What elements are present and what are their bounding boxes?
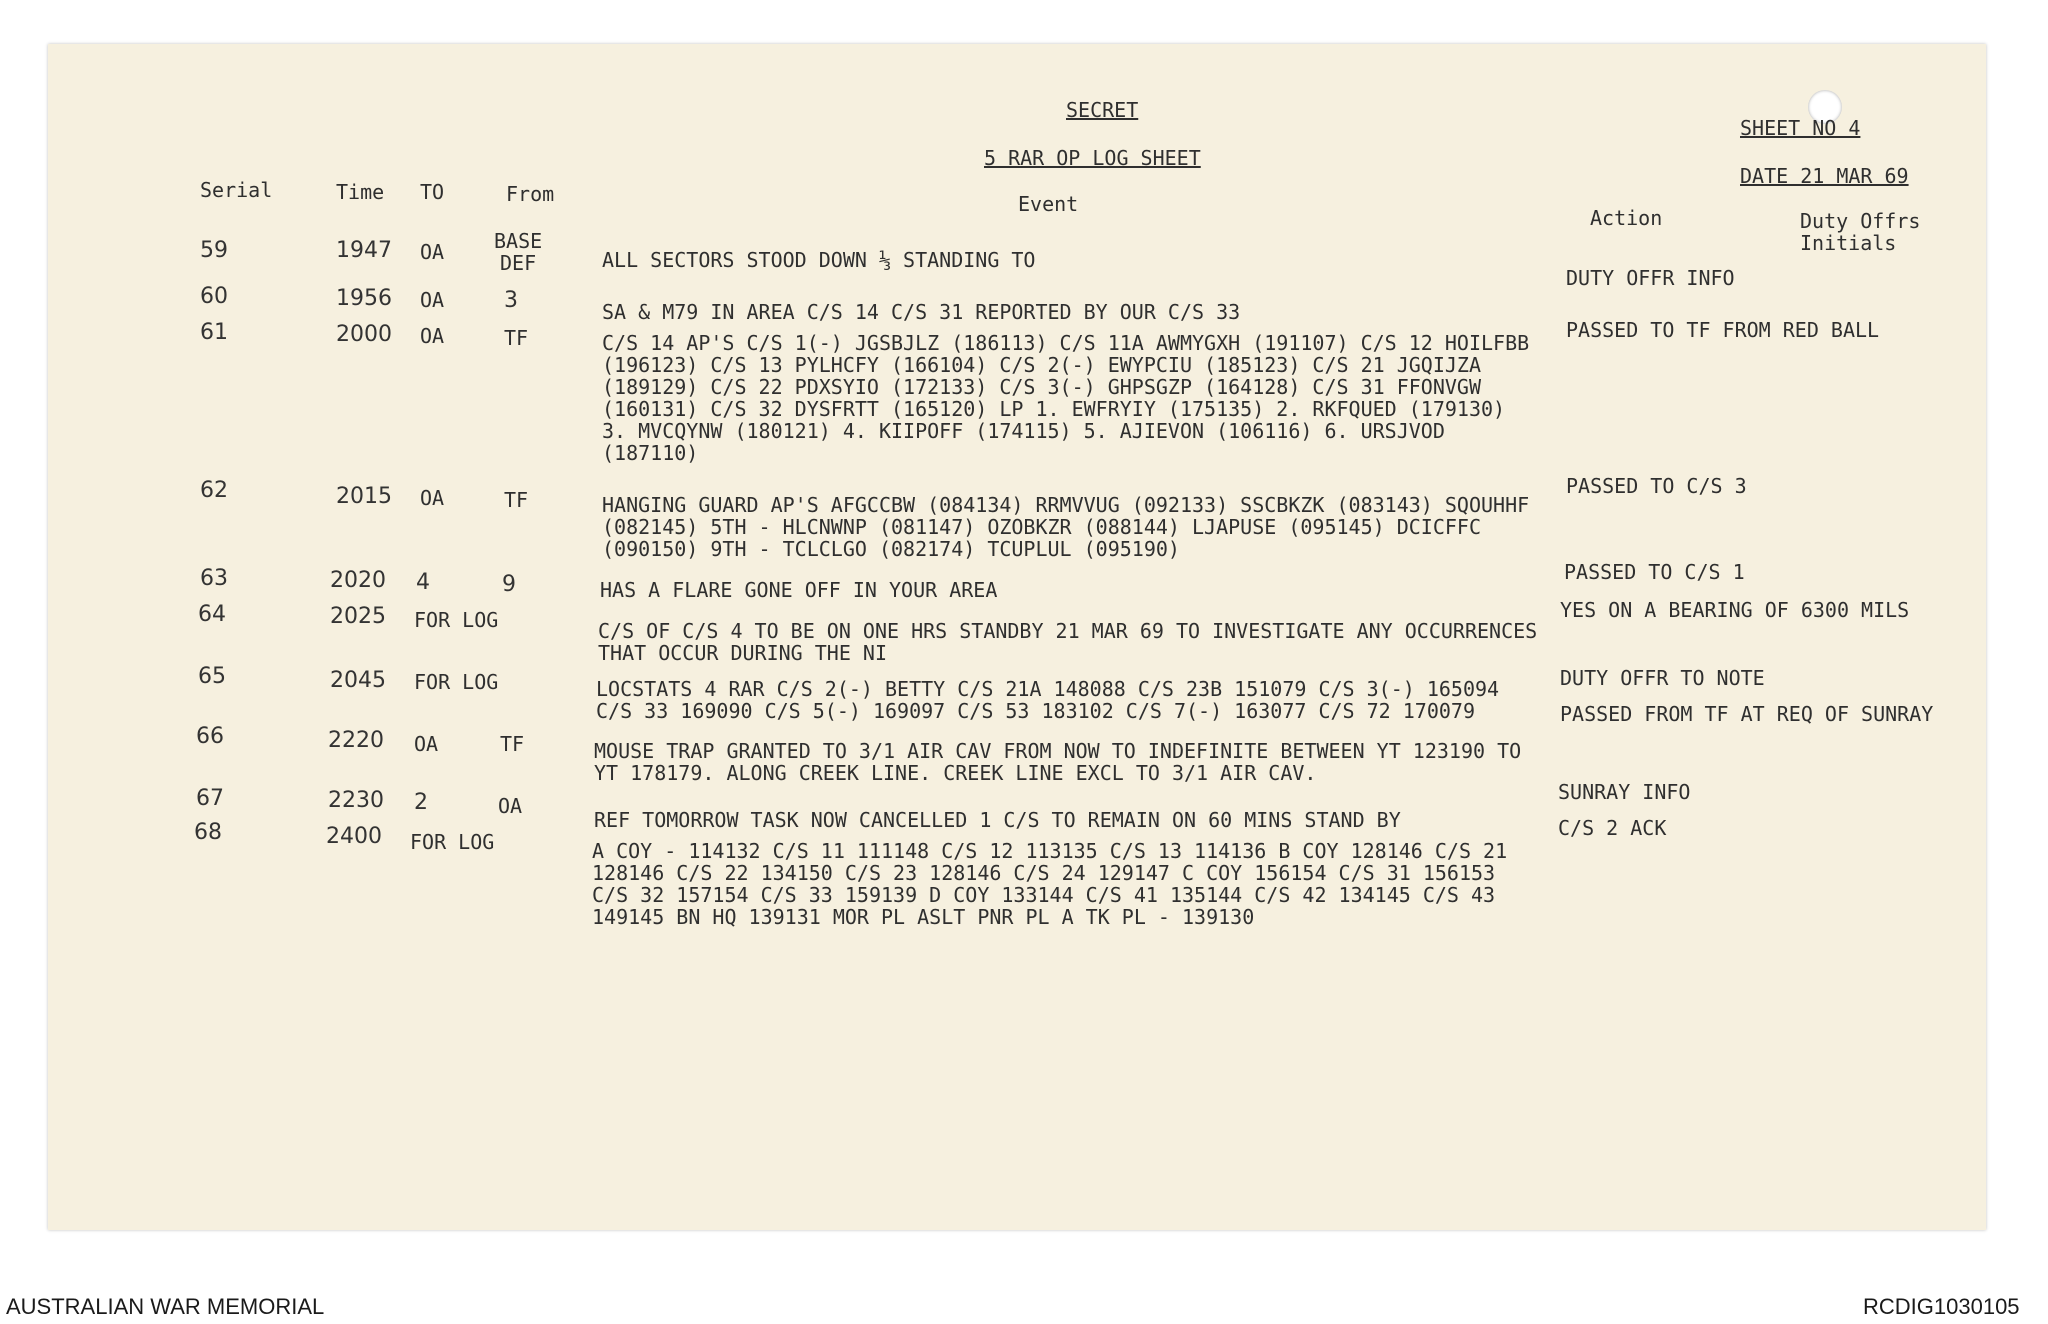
entry-68-time: 2400	[326, 824, 382, 849]
entry-60-action: PASSED TO TF FROM RED BALL	[1566, 318, 1880, 342]
entry-62-event: HANGING GUARD AP'S AFGCCBW (084134) RRMVVUG (092133) SSCBKZK (083143) SQOUHHF (082145) 5TH - HLCNWNP (081147) OZOBKZR (088144) LJAPUSE (095145) DCICFFC (090150) 9TH - TCLCLGO (082174) TCUPLUL (095190)	[602, 493, 1530, 561]
entry-59-to: OA	[420, 240, 445, 264]
column-header-event: Event	[1018, 192, 1079, 216]
entry-59-action: DUTY OFFR INFO	[1566, 266, 1735, 290]
entry-62-action: PASSED TO C/S 3	[1566, 474, 1747, 498]
entry-62-to: OA	[420, 486, 445, 510]
entry-65-event: LOCSTATS 4 RAR C/S 2(-) BETTY C/S 21A 148088 C/S 23B 151079 C/S 3(-) 165094 C/S 33 169090 C/S 5(-) 169097 C/S 53 183102 C/S 7(-) 163077 C/S 72 170079	[596, 677, 1500, 723]
entry-64-action: YES ON A BEARING OF 6300 MILS	[1560, 598, 1910, 622]
entry-59-serial: 59	[200, 238, 228, 263]
entry-64-to: FOR LOG	[414, 608, 499, 632]
entry-60-to: OA	[420, 288, 445, 312]
entry-67-from: OA	[498, 794, 523, 818]
entry-61-event: C/S 14 AP'S C/S 1(-) JGSBJLZ (186113) C/S 11A AWMYGXH (191107) C/S 12 HOILFBB (196123) C/S 13 PYLHCFY (166104) C/S 2(-) EWYPCIU (185123) C/S 21 JGQIJZA (189129) C/S 22 PDXSYIO (172133) C/S 3(-) GHPSGZP (164128) C/S 31 FFONVGW (160131) C/S 32 DYSFRTT (165120) LP 1. EWFRYIY (175135) 2. RKFQUED (179130) 3. MVCQYNW (180121) 4. KIIPOFF (174115) 5. AJIEVON (106116) 6. URSJVOD (187110)	[602, 331, 1530, 465]
footer-institution: AUSTRALIAN WAR MEMORIAL	[6, 1294, 325, 1319]
entry-67-event: REF TOMORROW TASK NOW CANCELLED 1 C/S TO REMAIN ON 60 MINS STAND BY	[594, 808, 1401, 832]
entry-61-serial: 61	[200, 320, 228, 345]
entry-63-action: PASSED TO C/S 1	[1564, 560, 1745, 584]
entry-61-time: 2000	[336, 322, 392, 347]
entry-68-to: FOR LOG	[410, 830, 495, 854]
entry-63-to: 4	[416, 570, 430, 595]
entry-66-time: 2220	[328, 728, 384, 753]
entry-68-serial: 68	[194, 820, 222, 845]
entry-65-time: 2045	[330, 668, 386, 693]
entry-64-serial: 64	[198, 602, 226, 627]
entry-62-from: TF	[504, 488, 529, 512]
column-header-initials: Duty Offrs Initials	[1800, 209, 1921, 255]
sheet-number: SHEET NO 4	[1740, 116, 1861, 140]
entry-67-action: SUNRAY INFO	[1558, 780, 1691, 804]
entry-60-event: SA & M79 IN AREA C/S 14 C/S 31 REPORTED BY OUR C/S 33	[602, 300, 1241, 324]
entry-67-time: 2230	[328, 788, 384, 813]
entry-63-from: 9	[502, 572, 516, 597]
entry-65-serial: 65	[198, 664, 226, 689]
column-header-serial: Serial	[200, 178, 273, 202]
entry-68-event: A COY - 114132 C/S 11 111148 C/S 12 113135 C/S 13 114136 B COY 128146 C/S 21 128146 C/S 22 134150 C/S 23 128146 C/S 24 129147 C COY 156154 C/S 31 156153 C/S 32 157154 C/S 33 159139 D COY 133144 C/S 41 135144 C/S 42 134145 C/S 43 149145 BN HQ 139131 MOR PL ASLT PNR PL A TK PL - 139130	[592, 839, 1508, 929]
entry-60-from: 3	[504, 288, 518, 313]
entry-59-event: ALL SECTORS STOOD DOWN ⅓ STANDING TO	[602, 248, 1036, 272]
entry-65-action: DUTY OFFR TO NOTE PASSED FROM TF AT REQ OF SUNRAY	[1560, 666, 1934, 726]
entry-60-serial: 60	[200, 284, 228, 309]
entry-59-time: 1947	[336, 238, 392, 263]
entry-64-event: C/S OF C/S 4 TO BE ON ONE HRS STANDBY 21 MAR 69 TO INVESTIGATE ANY OCCURRENCES THAT OCCUR DURING THE NI	[598, 619, 1538, 665]
entry-60-time: 1956	[336, 286, 392, 311]
entry-62-time: 2015	[336, 484, 392, 509]
classification-heading: SECRET	[1066, 98, 1139, 122]
footer-record-id: RCDIG1030105	[1863, 1294, 2020, 1319]
entry-66-serial: 66	[196, 724, 224, 749]
column-header-action: Action	[1590, 206, 1663, 230]
entry-66-to: OA	[414, 732, 439, 756]
entry-65-to: FOR LOG	[414, 670, 499, 694]
column-header-from: From	[506, 182, 555, 206]
entry-62-serial: 62	[200, 478, 228, 503]
entry-64-time: 2025	[330, 604, 386, 629]
entry-63-serial: 63	[200, 566, 228, 591]
entry-68-action: C/S 2 ACK	[1558, 816, 1667, 840]
entry-61-to: OA	[420, 324, 445, 348]
sheet-title: 5 RAR OP LOG SHEET	[984, 146, 1201, 170]
entry-63-event: HAS A FLARE GONE OFF IN YOUR AREA	[600, 578, 998, 602]
entry-61-from: TF	[504, 326, 529, 350]
entry-63-time: 2020	[330, 568, 386, 593]
column-header-to: TO	[420, 180, 445, 204]
entry-66-event: MOUSE TRAP GRANTED TO 3/1 AIR CAV FROM NOW TO INDEFINITE BETWEEN YT 123190 TO YT 178179. ALONG CREEK LINE. CREEK LINE EXCL TO 3/1 AIR CAV.	[594, 739, 1522, 785]
entry-59-from: BASE DEF	[494, 229, 543, 275]
entry-67-to: 2	[414, 790, 428, 815]
column-header-time: Time	[336, 180, 385, 204]
sheet-date: DATE 21 MAR 69	[1740, 164, 1909, 188]
entry-67-serial: 67	[196, 786, 224, 811]
entry-66-from: TF	[500, 732, 525, 756]
